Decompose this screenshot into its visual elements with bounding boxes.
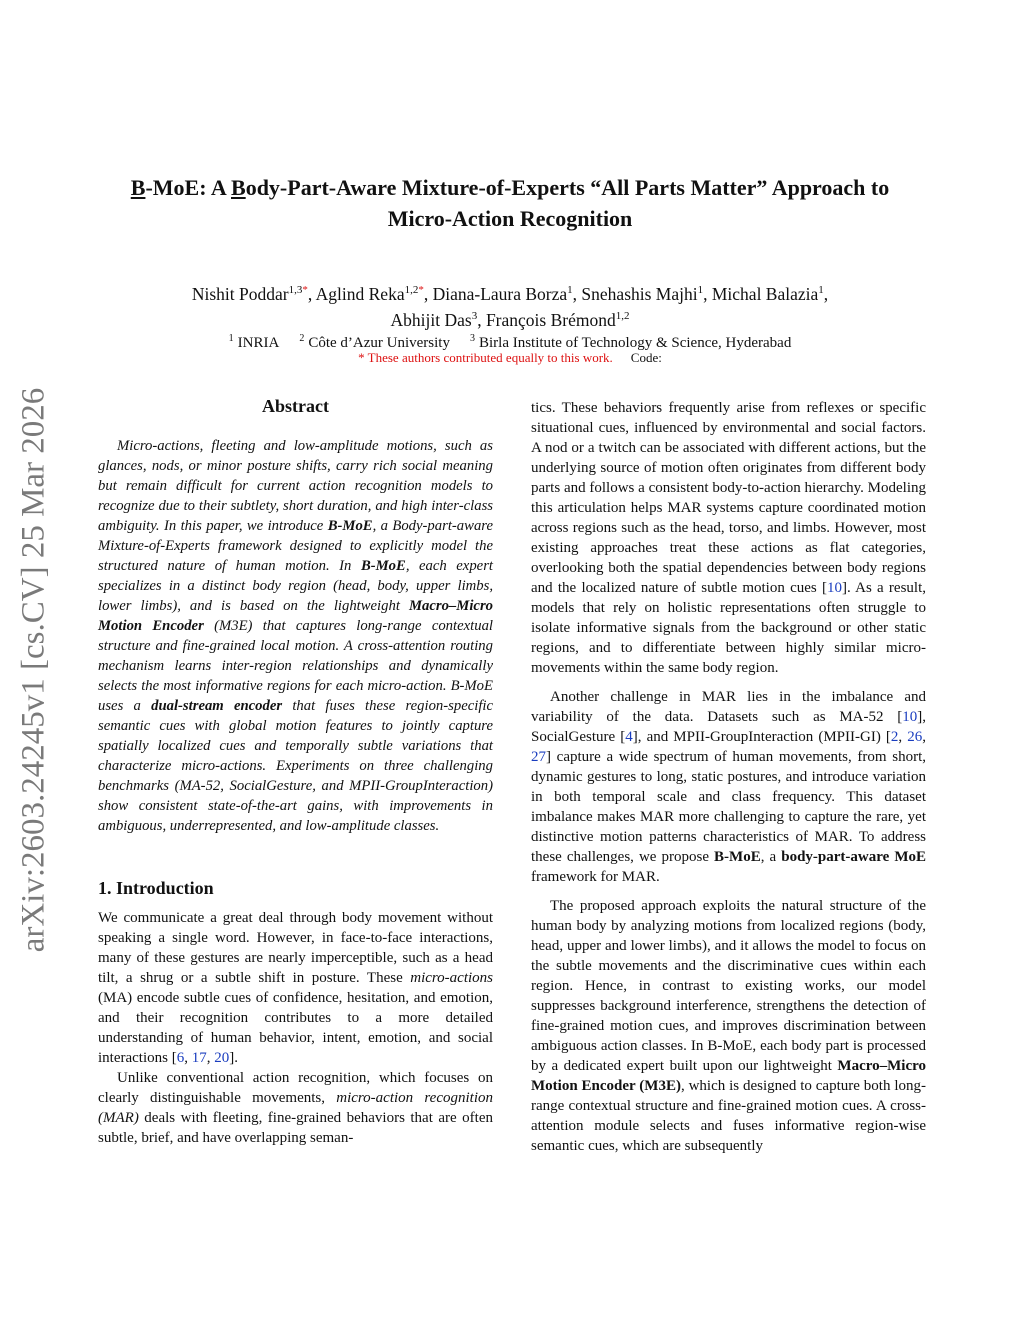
abstract-body: Micro-actions, fleeting and low-amplitude motions, such as glances, nods, or minor posture shifts, carry rich social meaning but remain difficult for current action recognition models to recognize due to their subtlety, short duration, and high inter-class ambiguity. In this paper, we introduce B-MoE, a Body-part-aware Mixture-of-Experts framework designed to explicitly model the structured nature of human motion. In B-MoE, each expert specializes in a distinct body region (head, body, upper limbs, lower limbs), and is based on the lightweight Macro–Micro Motion Encoder (M3E) that captures long-range contextual structure and fine-grained local motion. A cross-attention routing mechanism learns inter-region relationships and dynamically selects the most informative regions for each micro-action. B-MoE uses a dual-stream encoder that fuses these region-specific semantic cues with global motion features to jointly capture spatially localized cues and temporally subtle variations that characterize micro-actions. Experiments on three challenging benchmarks (MA-52, SocialGesture, and MPII-GroupInteraction) show consistent state-of-the-art gains, with improvements in ambiguous, underrepresented, and low-amplitude classes. (98, 438, 493, 834)
author: François Brémond$^{1,2}$ (485, 309, 630, 330)
intro-paragraph-2: Unlike conventional action recognition, which focuses on clearly distinguishable movements, micro-action recognition (MAR) deals with fleeting, fine-grained behaviors that are often subtle, brief, and have overlapping seman- (98, 1070, 493, 1146)
arxiv-identifier: arXiv:2603.24245v1 [cs.CV] 25 Mar 2026 (15, 387, 52, 953)
author: Snehashis Majhi$^1$ (581, 283, 704, 304)
affiliations: $^1$ INRIA $^2$ Côte d’Azur University $^3$ Birla Institute of Technology & Science, Hyderabad (228, 333, 792, 351)
citation-link[interactable]: 4 (625, 729, 633, 745)
intro-paragraph-1: We communicate a great deal through body movement without speaking a single word. However, in face-to-face interactions, many of these gestures are nearly imperceptible, such as a head tilt, a shrug or a subtle shift in posture. These micro-actions (MA) encode subtle cues of confidence, hesitation, and emotion, and their recognition contributes to a more detailed understanding of human behavior, intent, emotion, and social interactions [6, 17, 20]. (98, 910, 493, 1066)
paper-title (80, 172, 940, 234)
citation-link[interactable]: 17 (191, 1050, 207, 1066)
author-list: Nishit Poddar$^{1,3*}$, Aglind Reka$^{1,2*}$, Diana-Laura Borza$^1$, Snehashis Majhi$^1$, Michal Balazia$^1$, Abhijit Das$^3$, François Brémond$^{1,2}$ (191, 283, 829, 330)
citation-link[interactable]: 6 (176, 1050, 185, 1066)
contribution-note (80, 349, 940, 367)
affiliation: Côte d’Azur University (308, 335, 450, 351)
citation-link[interactable]: 2 (890, 729, 899, 745)
title-underlined-b2: B (231, 175, 246, 200)
citation-link[interactable]: 27 (531, 749, 546, 765)
right-column (531, 398, 926, 1156)
citation-link[interactable]: 20 (214, 1050, 230, 1066)
author: Aglind Reka$^{1,2*}$ (315, 283, 424, 304)
author: Michal Balazia$^1$ (711, 283, 824, 304)
title-line2: Micro-Action Recognition (387, 206, 633, 231)
author: Nishit Poddar$^{1,3*}$ (191, 283, 308, 304)
citation-link[interactable]: 10 (902, 709, 918, 725)
citation-link[interactable]: 10 (826, 580, 842, 596)
affiliation: INRIA (237, 335, 280, 351)
equal-contribution-note: * These authors contributed equally to this work. (358, 350, 613, 365)
right-paragraph-2: Another challenge in MAR lies in the imbalance and variability of the data. Datasets such as MA-52 [10], SocialGesture [4], and MPII-GroupInteraction (MPII-GI) [2, 26, 27] capture a wide spectrum of human movements, from short, dynamic gestures to long, static postures, and introduce variation in both temporal scale and class frequency. This dataset imbalance makes MAR more challenging to capture the rare, yet distinctive motion patterns characteristics of MAR. To address these challenges, we propose B-MoE, a body-part-aware MoE framework for MAR. (531, 689, 927, 885)
author: Abhijit Das$^3$ (390, 309, 478, 330)
right-paragraph-3: The proposed approach exploits the natural structure of the human body by analyzing motions from localized regions (body, head, upper and lower limbs), and it allows the model to focus on the subtle movements and the discriminative cues within each region. Hence, in contrast to existing works, our model suppresses background interference, strengthens the detection of fine-grained motion cues, and improves discrimination between ambiguous action classes. In B-MoE, each body part is processed by a dedicated expert built upon our lightweight Macro–Micro Motion Encoder (M3E), which is designed to capture both long-range contextual structure and fine-grained motion cues. A cross-attention module selects and fuses informative region-wise semantic cues, which are subsequently (531, 898, 926, 1154)
title-part1: -MoE: A (145, 175, 231, 200)
title-underlined-b1: B (130, 175, 146, 200)
title-part2: ody-Part-Aware Mixture-of-Experts “All Parts Matter” Approach to (245, 175, 890, 200)
arxiv-sidebar-stamp (12, 370, 56, 970)
left-column (98, 396, 493, 1148)
author: Diana-Laura Borza$^1$ (432, 283, 573, 304)
citation-link[interactable]: 26 (907, 729, 923, 745)
abstract-heading: Abstract (262, 396, 329, 416)
section-heading-introduction: 1. Introduction (98, 878, 214, 898)
right-paragraph-1: tics. These behaviors frequently arise from reflexes or specific situational cues, influenced by environmental and social factors. A nod or a twitch can be associated with different actions, but the underlying source of motion often originates from different body parts and follows a consistent body-to-action hierarchy. Modeling this articulation helps MAR systems capture coordinated motion across regions such as the head, torso, and limbs. However, most existing approaches treat these actions as flat categories, overlooking both the spatial dependencies between body regions and the localized nature of subtle motion cues [10]. As a result, models that rely on holistic representations often struggle to isolate informative signals from the background or other static regions, and to differentiate between highly similar micro-movements within the same body region. (531, 400, 926, 676)
code-link-label[interactable]: Code: (630, 350, 662, 365)
affiliation: Birla Institute of Technology & Science, Hyderabad (478, 335, 792, 351)
